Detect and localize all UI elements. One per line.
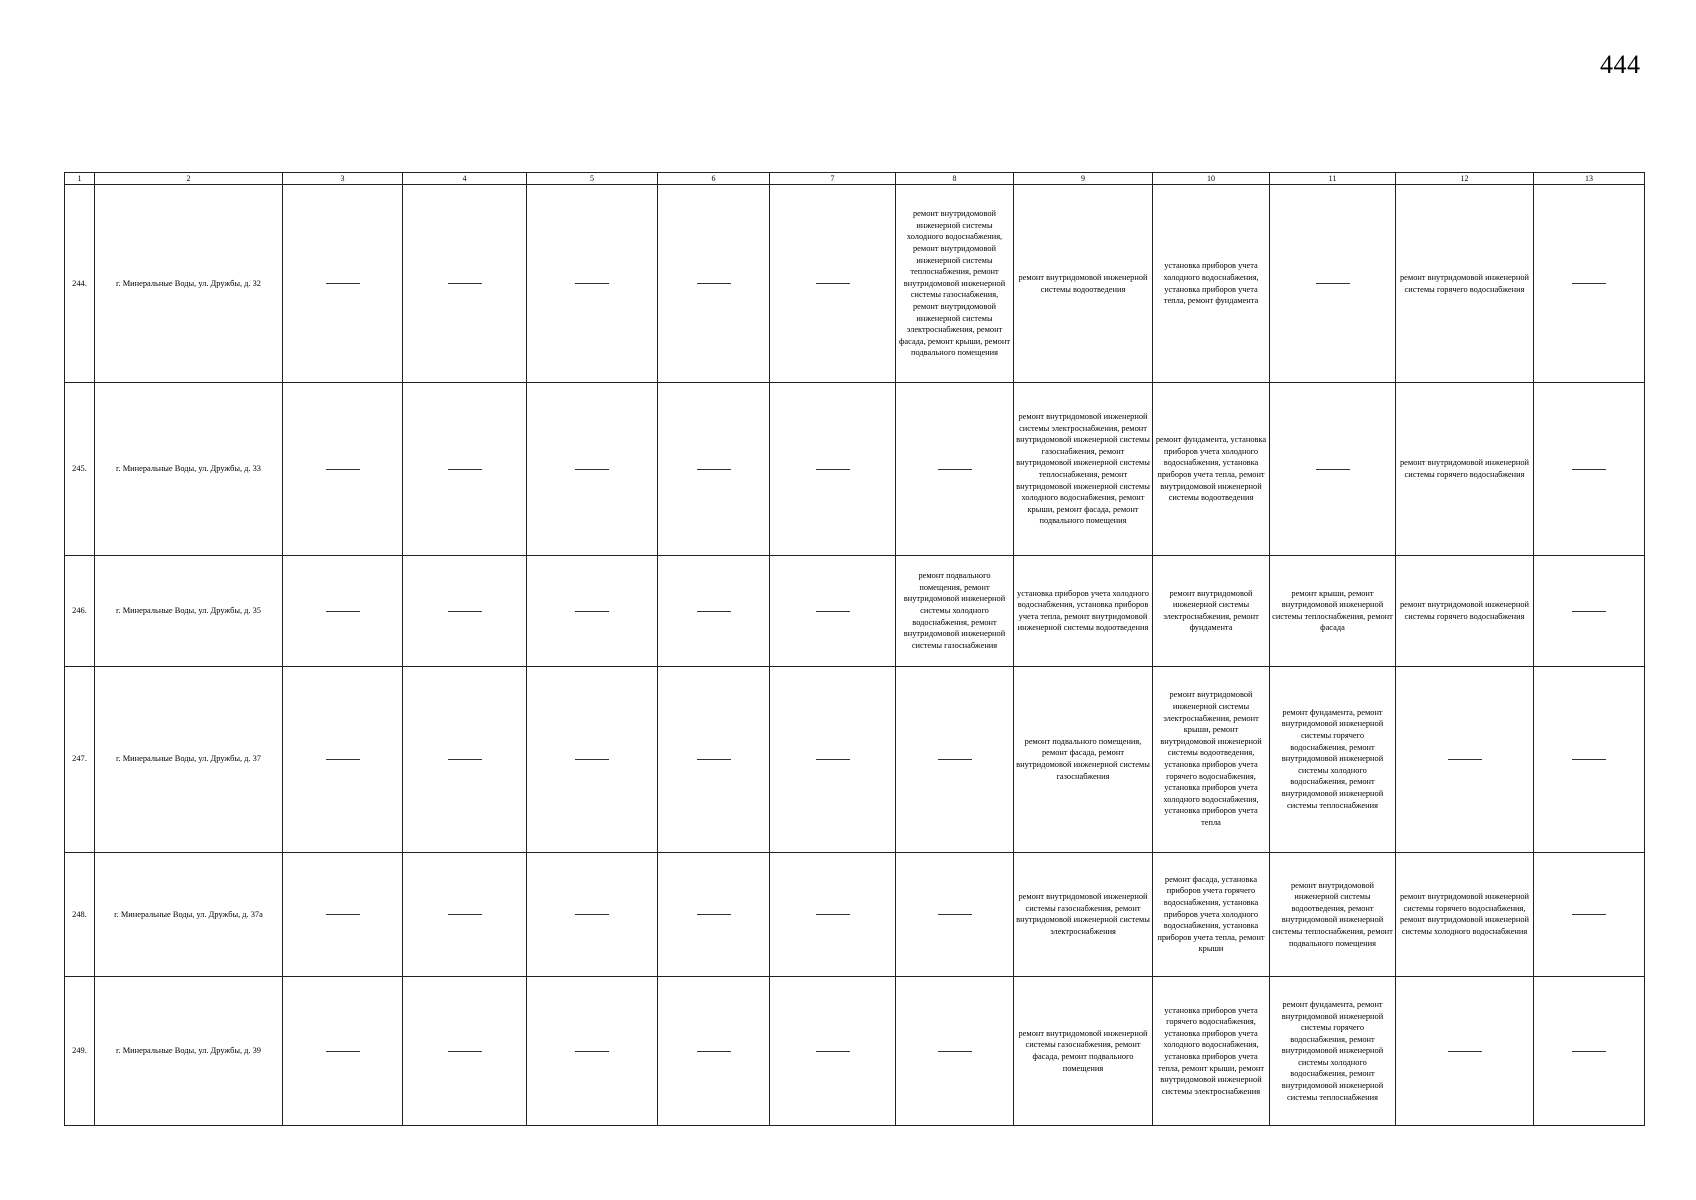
dash-mark: [326, 1051, 360, 1052]
work-description: ремонт крыши, ремонт внутридомовой инженерной системы теплоснабжения, ремонт фасада: [1272, 588, 1393, 633]
empty-cell: [527, 383, 658, 556]
work-description-cell: [1270, 852, 1396, 977]
work-description-cell: [1270, 666, 1396, 852]
empty-cell: [527, 666, 658, 852]
work-description-cell: [1396, 852, 1534, 977]
row-number: 244.: [65, 185, 95, 383]
table-row: [65, 852, 1645, 977]
empty-cell: [770, 383, 896, 556]
work-description: ремонт фундамента, установка приборов учета холодного водоснабжения, установка приборов учета тепла, ремонт внутридомовой инженерной системы водоотведения: [1155, 435, 1267, 503]
address-cell: г. Минеральные Воды, ул. Дружбы, д. 32: [95, 185, 283, 383]
work-description: ремонт фундамента, ремонт внутридомовой инженерной системы горячего водоснабжения, ремонт внутридомовой инженерной системы холодного водоснабжения, ремонт внутридомовой инженерной системы теплоснабжения: [1281, 999, 1384, 1102]
empty-cell: [658, 185, 770, 383]
dash-mark: [448, 1051, 482, 1052]
empty-cell: [1396, 666, 1534, 852]
dash-mark: [938, 469, 972, 470]
dash-mark: [575, 469, 609, 470]
address-cell: г. Минеральные Воды, ул. Дружбы, д. 37а: [95, 852, 283, 977]
row-number: 245.: [65, 383, 95, 556]
row-number: 247.: [65, 666, 95, 852]
row-number: 249.: [65, 977, 95, 1126]
column-number: 7: [770, 173, 896, 185]
work-description: установка приборов учета холодного водоснабжения, установка приборов учета тепла, ремонт внутридомовой инженерной системы водоотведения: [1017, 588, 1149, 633]
empty-cell: [527, 977, 658, 1126]
empty-cell: [770, 977, 896, 1126]
table-row: [65, 185, 1645, 383]
dash-mark: [938, 759, 972, 760]
empty-cell: [896, 666, 1014, 852]
work-description-cell: [1396, 383, 1534, 556]
work-description: ремонт внутридомовой инженерной системы электроснабжения, ремонт фундамента: [1163, 588, 1259, 633]
dash-mark: [326, 914, 360, 915]
dash-mark: [697, 611, 731, 612]
work-description-cell: [1153, 852, 1270, 977]
empty-cell: [1534, 977, 1645, 1126]
empty-cell: [1534, 555, 1645, 666]
dash-mark: [697, 914, 731, 915]
empty-cell: [896, 977, 1014, 1126]
column-number: 12: [1396, 173, 1534, 185]
work-description-cell: [1014, 977, 1153, 1126]
dash-mark: [938, 1051, 972, 1052]
table-row: [65, 977, 1645, 1126]
dash-mark: [326, 469, 360, 470]
column-number: 13: [1534, 173, 1645, 185]
work-description-cell: [1153, 977, 1270, 1126]
empty-cell: [1270, 185, 1396, 383]
work-description: ремонт внутридомовой инженерной системы электроснабжения, ремонт крыши, ремонт внутридомовой инженерной системы водоотведения, установка приборов учета горячего водоснабжения, установка приборов учета холодного водоснабжения, установка приборов учета тепла: [1160, 690, 1262, 827]
empty-cell: [403, 555, 527, 666]
dash-mark: [1572, 1051, 1606, 1052]
work-description-cell: [1014, 666, 1153, 852]
work-description: ремонт подвального помещения, ремонт фасада, ремонт внутридомовой инженерной системы газоснабжения: [1016, 736, 1150, 781]
work-description-cell: [1014, 383, 1153, 556]
dash-mark: [326, 759, 360, 760]
dash-mark: [575, 914, 609, 915]
empty-cell: [527, 555, 658, 666]
dash-mark: [1448, 759, 1482, 760]
empty-cell: [1534, 852, 1645, 977]
empty-cell: [403, 666, 527, 852]
empty-cell: [1396, 977, 1534, 1126]
work-description: ремонт внутридомовой инженерной системы электроснабжения, ремонт внутридомовой инженерной системы газоснабжения, ремонт внутридомовой инженерной системы теплоснабжения, ремонт внутридомовой инженерной системы холодного водоснабжения, ремонт крыши, ремонт фасада, ремонт подвального помещения: [1016, 412, 1150, 526]
work-description-cell: [1153, 383, 1270, 556]
empty-cell: [283, 666, 403, 852]
empty-cell: [403, 383, 527, 556]
work-description: ремонт подвального помещения, ремонт внутридомовой инженерной системы холодного водоснабжения, ремонт внутридомовой инженерной системы газоснабжения: [903, 571, 1006, 650]
column-number: 1: [65, 173, 95, 185]
empty-cell: [283, 383, 403, 556]
empty-cell: [770, 852, 896, 977]
dash-mark: [816, 469, 850, 470]
empty-cell: [527, 185, 658, 383]
address-cell: г. Минеральные Воды, ул. Дружбы, д. 37: [95, 666, 283, 852]
dash-mark: [1572, 469, 1606, 470]
empty-cell: [283, 852, 403, 977]
work-description-cell: [1014, 185, 1153, 383]
empty-cell: [283, 185, 403, 383]
table-row: [65, 666, 1645, 852]
table-row: [65, 383, 1645, 556]
work-description: ремонт внутридомовой инженерной системы горячего водоснабжения, ремонт внутридомовой инженерной системы холодного водоснабжения: [1399, 892, 1529, 936]
dash-mark: [448, 611, 482, 612]
work-description-cell: [1270, 977, 1396, 1126]
dash-mark: [1316, 469, 1350, 470]
column-number-row: [65, 173, 1645, 185]
dash-mark: [816, 611, 850, 612]
work-description-cell: [1270, 555, 1396, 666]
work-description-cell: [1153, 185, 1270, 383]
address-cell: г. Минеральные Воды, ул. Дружбы, д. 39: [95, 977, 283, 1126]
dash-mark: [448, 914, 482, 915]
dash-mark: [575, 283, 609, 284]
dash-mark: [816, 914, 850, 915]
empty-cell: [283, 977, 403, 1126]
empty-cell: [403, 852, 527, 977]
column-number: 2: [95, 173, 283, 185]
dash-mark: [1572, 283, 1606, 284]
empty-cell: [1534, 666, 1645, 852]
address-cell: г. Минеральные Воды, ул. Дружбы, д. 35: [95, 555, 283, 666]
work-description-cell: [1014, 555, 1153, 666]
empty-cell: [1270, 383, 1396, 556]
column-number: 11: [1270, 173, 1396, 185]
dash-mark: [816, 1051, 850, 1052]
empty-cell: [283, 555, 403, 666]
work-description: ремонт внутридомовой инженерной системы водоотведения: [1018, 272, 1148, 294]
column-number: 3: [283, 173, 403, 185]
work-description-cell: [1396, 185, 1534, 383]
work-description: ремонт внутридомовой инженерной системы горячего водоснабжения: [1399, 458, 1529, 479]
row-number: 246.: [65, 555, 95, 666]
work-description-cell: [1153, 555, 1270, 666]
work-description-cell: [1396, 555, 1534, 666]
work-description: ремонт внутридомовой инженерной системы горячего водоснабжения: [1399, 600, 1529, 621]
dash-mark: [326, 611, 360, 612]
address-cell: г. Минеральные Воды, ул. Дружбы, д. 33: [95, 383, 283, 556]
column-number: 5: [527, 173, 658, 185]
empty-cell: [896, 852, 1014, 977]
dash-mark: [575, 1051, 609, 1052]
dash-mark: [938, 914, 972, 915]
work-description-cell: [896, 185, 1014, 383]
column-number: 10: [1153, 173, 1270, 185]
dash-mark: [1572, 759, 1606, 760]
work-description: ремонт внутридомовой инженерной системы холодного водоснабжения, ремонт внутридомовой инженерной системы теплоснабжения, ремонт внутридомовой инженерной системы газоснабжения, ремонт внутридомовой инженерной системы электроснабжения, ремонт фасада, ремонт крыши, ремонт подвального помещения: [898, 209, 1010, 358]
dash-mark: [697, 1051, 731, 1052]
dash-mark: [816, 759, 850, 760]
work-description: ремонт внутридомовой инженерной системы горячего водоснабжения: [1399, 272, 1529, 294]
empty-cell: [527, 852, 658, 977]
work-description: установка приборов учета горячего водоснабжения, установка приборов учета холодного водоснабжения, установка приборов учета тепла, ремонт крыши, ремонт внутридомовой инженерной системы электроснабжения: [1157, 1005, 1265, 1096]
empty-cell: [658, 977, 770, 1126]
empty-cell: [658, 666, 770, 852]
dash-mark: [448, 469, 482, 470]
dash-mark: [697, 283, 731, 284]
column-number: 8: [896, 173, 1014, 185]
work-description-cell: [896, 555, 1014, 666]
dash-mark: [1572, 611, 1606, 612]
dash-mark: [326, 283, 360, 284]
empty-cell: [1534, 185, 1645, 383]
row-number: 248.: [65, 852, 95, 977]
dash-mark: [575, 611, 609, 612]
dash-mark: [448, 283, 482, 284]
work-description-cell: [1153, 666, 1270, 852]
work-description: ремонт фундамента, ремонт внутридомовой инженерной системы горячего водоснабжения, ремонт внутридомовой инженерной системы холодного водоснабжения, ремонт внутридомовой инженерной системы теплоснабжения: [1281, 707, 1384, 810]
empty-cell: [658, 383, 770, 556]
dash-mark: [1448, 1051, 1482, 1052]
work-description: ремонт внутридомовой инженерной системы газоснабжения, ремонт фасада, ремонт подвального помещения: [1018, 1028, 1148, 1073]
dash-mark: [448, 759, 482, 760]
empty-cell: [403, 185, 527, 383]
dash-mark: [697, 759, 731, 760]
empty-cell: [770, 666, 896, 852]
empty-cell: [770, 555, 896, 666]
page-number: 444: [1600, 50, 1641, 79]
dash-mark: [1572, 914, 1606, 915]
work-description: ремонт внутридомовой инженерной системы газоснабжения, ремонт внутридомовой инженерной системы электроснабжения: [1016, 892, 1150, 936]
empty-cell: [770, 185, 896, 383]
empty-cell: [896, 383, 1014, 556]
work-description: установка приборов учета холодного водоснабжения, установка приборов учета тепла, ремонт фундамента: [1163, 261, 1259, 306]
empty-cell: [403, 977, 527, 1126]
work-description: ремонт внутридомовой инженерной системы водоотведения, ремонт внутридомовой инженерной системы теплоснабжения, ремонт подвального помещения: [1272, 880, 1393, 948]
dash-mark: [816, 283, 850, 284]
column-number: 9: [1014, 173, 1153, 185]
column-number: 4: [403, 173, 527, 185]
dash-mark: [1316, 283, 1350, 284]
work-description-cell: [1014, 852, 1153, 977]
repair-schedule-table: [64, 172, 1645, 1126]
empty-cell: [1534, 383, 1645, 556]
work-description: ремонт фасада, установка приборов учета горячего водоснабжения, установка приборов учета холодного водоснабжения, установка приборов учета тепла, ремонт крыши: [1157, 874, 1265, 954]
dash-mark: [575, 759, 609, 760]
dash-mark: [697, 469, 731, 470]
column-number: 6: [658, 173, 770, 185]
table-row: [65, 555, 1645, 666]
empty-cell: [658, 555, 770, 666]
empty-cell: [658, 852, 770, 977]
